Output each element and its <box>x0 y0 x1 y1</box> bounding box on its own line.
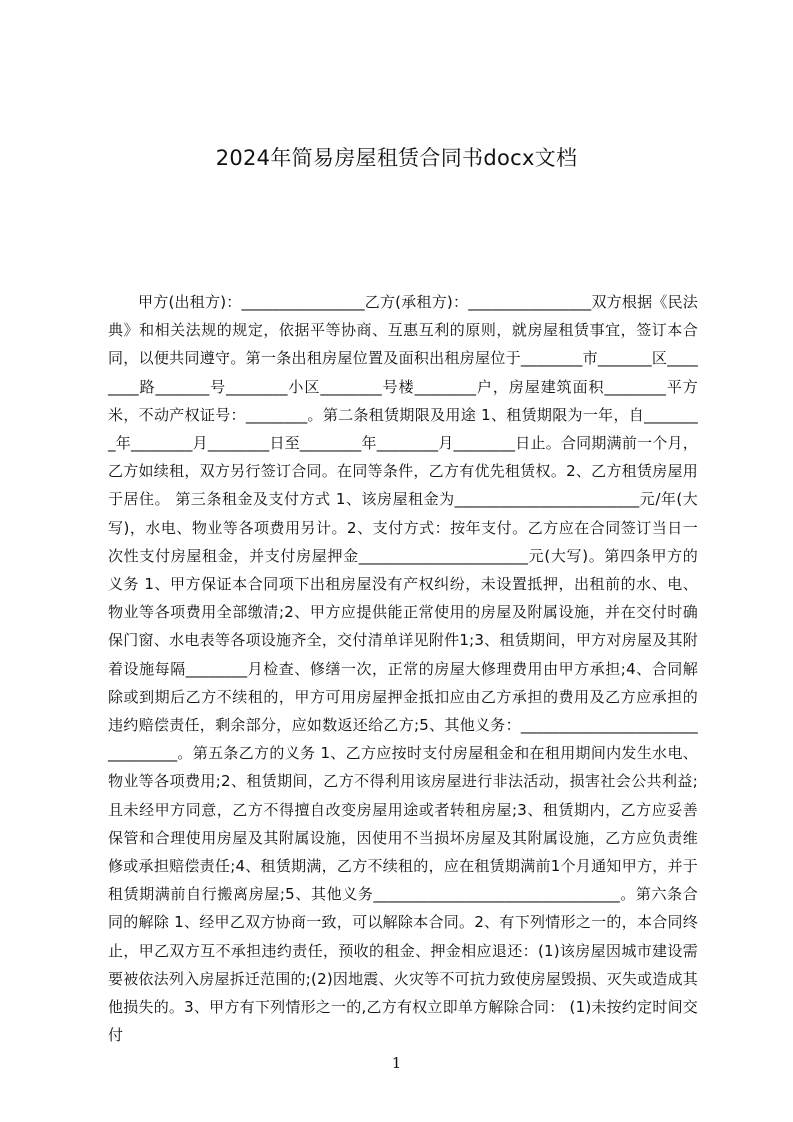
document-title: 2024年简易房屋租赁合同书docx文档 <box>215 146 578 170</box>
page-number: 1 <box>391 1054 402 1072</box>
contract-body-text: 甲方(出租方)：________________乙方(承租方)：________________双方根据《民法典》和相关法规的规定，依据平等协商、互惠互利的原则，就房屋租赁事宜，签订本合同，以便共同遵守。第一条出租房屋位置及面积出租房屋位于________市_______区________路_______号________小区________号楼________户，房屋建筑面积________平方米，不动产权证号：________。第二条租赁期限及用途 1、租赁期限为一年，自________年________月________日至________年________月________日止。合同期满前一个月，乙方如续租，双方另行签订合同。在同等条件，乙方有优先租赁权。2、乙方租赁房屋用于居住。 第三条租金及支付方式 1、该房屋租金为________________________元/年(大写)，水电、物业等各项费用另计。2、支付方式：按年支付。乙方应在合同签订当日一次性支付房屋租金，并支付房屋押金______________________元(大写)。第四条甲方的义务 1、甲方保证本合同项下出租房屋没有产权纠纷，未设置抵押，出租前的水、电、物业等各项费用全部缴清;2、甲方应提供能正常使用的房屋及附属设施，并在交付时确保门窗、水电表等各项设施齐全，交付清单详见附件1;3、租赁期间，甲方对房屋及其附着设施每隔________月检查、修缮一次，正常的房屋大修理费用由甲方承担;4、合同解除或到期后乙方不续租的，甲方可用房屋押金抵扣应由乙方承担的费用及乙方应承担的违约赔偿责任，剩余部分，应如数返还给乙方;5、其他义务：________________________________。第五条乙方的义务 1、乙方应按时支付房屋租金和在租用期间内发生水电、物业等各项费用;2、租赁期间，乙方不得利用该房屋进行非法活动，损害社会公共利益;且未经甲方同意，乙方不得擅自改变房屋用途或者转租房屋;3、租赁期内，乙方应妥善保管和合理使用房屋及其附属设施，因使用不当损坏房屋及其附属设施，乙方应负责维修或承担赔偿责任;4、租赁期满，乙方不续租的，应在租赁期满前1个月通知甲方，并于租赁期满前自行搬离房屋;5、其他义务________________________________。第六条合同的解除 1、经甲乙双方协商一致，可以解除本合同。2、有下列情形之一的，本合同终止，甲乙双方互不承担违约责任，预收的租金、押金相应退还：(1)该房屋因城市建设需要被依法列入房屋拆迁范围的;(2)因地震、火灾等不可抗力致使房屋毁损、灭失或造成其他损失的。3、甲方有下列情形之一的,乙方有权立即单方解除合同： (1)未按约定时间交付 <box>108 293 698 1045</box>
